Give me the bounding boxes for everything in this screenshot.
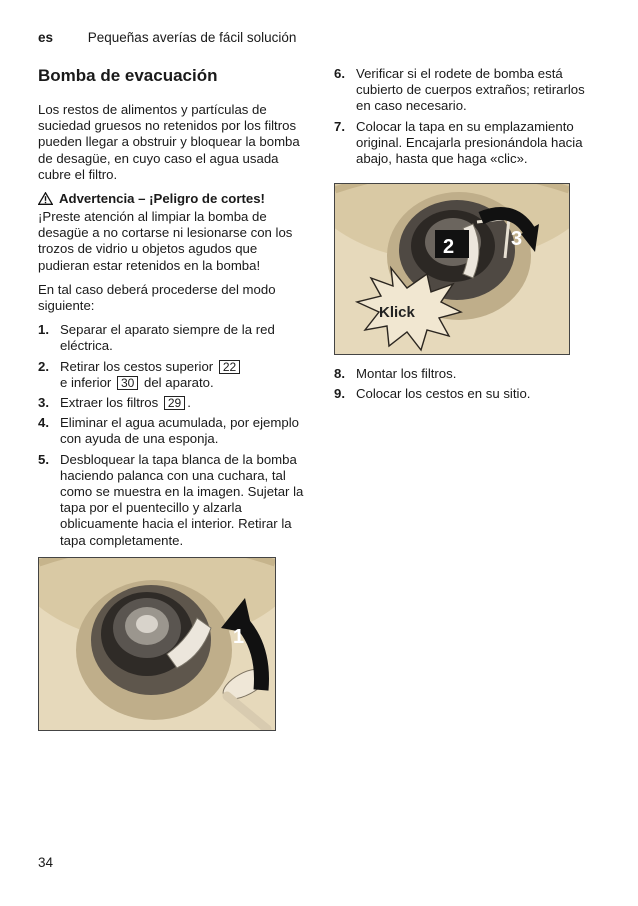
step-1: 1. Separar el aparato siempre de la red eléctrica.	[38, 322, 275, 354]
right-column	[334, 66, 602, 171]
warning-icon	[38, 192, 53, 205]
step-6: 6. Verificar si el rodete de bomba está cubierto de cuerpos extraños; retirarlos en caso necesario.	[334, 66, 585, 114]
step-5: 5. Desbloquear la tapa blanca de la bomba haciendo palanca con una cuchara, tal como se muestra en la imagen. Sujetar la tapa por el puentecillo y alzarla oblicuamente hacia el interior. Retirar la tapa completamente.	[38, 451, 304, 548]
right-column-lower	[334, 366, 602, 406]
procedure-intro: En tal caso deberá procederse del modo siguiente:	[38, 281, 276, 314]
step-2: 2. Retirar los cestos superior 22 e inferior 30 del aparato.	[38, 359, 308, 391]
left-column	[38, 66, 308, 553]
pump-cover-refit-illustration	[334, 183, 570, 355]
step-9: 9. Colocar los cestos en su sitio.	[334, 386, 531, 402]
step-3: 3. Extraer los filtros 29 .	[38, 395, 191, 411]
figure-step-label-2: 2	[443, 236, 455, 258]
section-title: Pequeñas averías de fácil solución	[87, 30, 297, 45]
steps-list-right-b	[334, 366, 602, 402]
warning-text: ¡Preste atención al limpiar la bomba de desagüe a no cortarse ni lesionarse con los trozos de vidrio u objetos agudos que pudieran estar retenidos en la bomba!	[38, 209, 293, 273]
step-4: 4. Eliminar el agua acumulada, por ejemplo con ayuda de una esponja.	[38, 415, 299, 447]
figure-step-label: 1	[233, 626, 245, 648]
reference-number: 30	[117, 376, 138, 390]
warning-heading	[38, 191, 308, 206]
language-tag: es	[38, 30, 54, 45]
pump-illustration-1	[39, 558, 275, 730]
reference-number: 29	[164, 396, 185, 410]
page-number: 34	[38, 855, 54, 870]
page-title: Bomba de evacuación	[38, 66, 218, 85]
warning-title: Advertencia – ¡Peligro de cortes!	[59, 191, 265, 207]
intro-paragraph: Los restos de alimentos y partículas de suciedad gruesos no retenidos por los filtros pueden llegar a obstruir y bloquear la bomba de desagüe, en cuyo caso el agua usada cubre el filtro.	[38, 102, 300, 182]
steps-list-left	[38, 322, 308, 549]
page-header	[38, 30, 296, 45]
klick-label: Klick	[379, 304, 415, 321]
reference-number: 22	[219, 360, 240, 374]
figure-step-label-3: 3	[511, 228, 523, 250]
step-7: 7. Colocar la tapa en su emplazamiento original. Encajarla presionándola hacia abajo, hasta que haga «clic».	[334, 118, 583, 167]
steps-list-right-a	[334, 66, 602, 167]
pump-illustration-2	[335, 184, 569, 354]
pump-cover-removal-illustration	[38, 557, 276, 731]
step-8: 8. Montar los filtros.	[334, 366, 457, 381]
